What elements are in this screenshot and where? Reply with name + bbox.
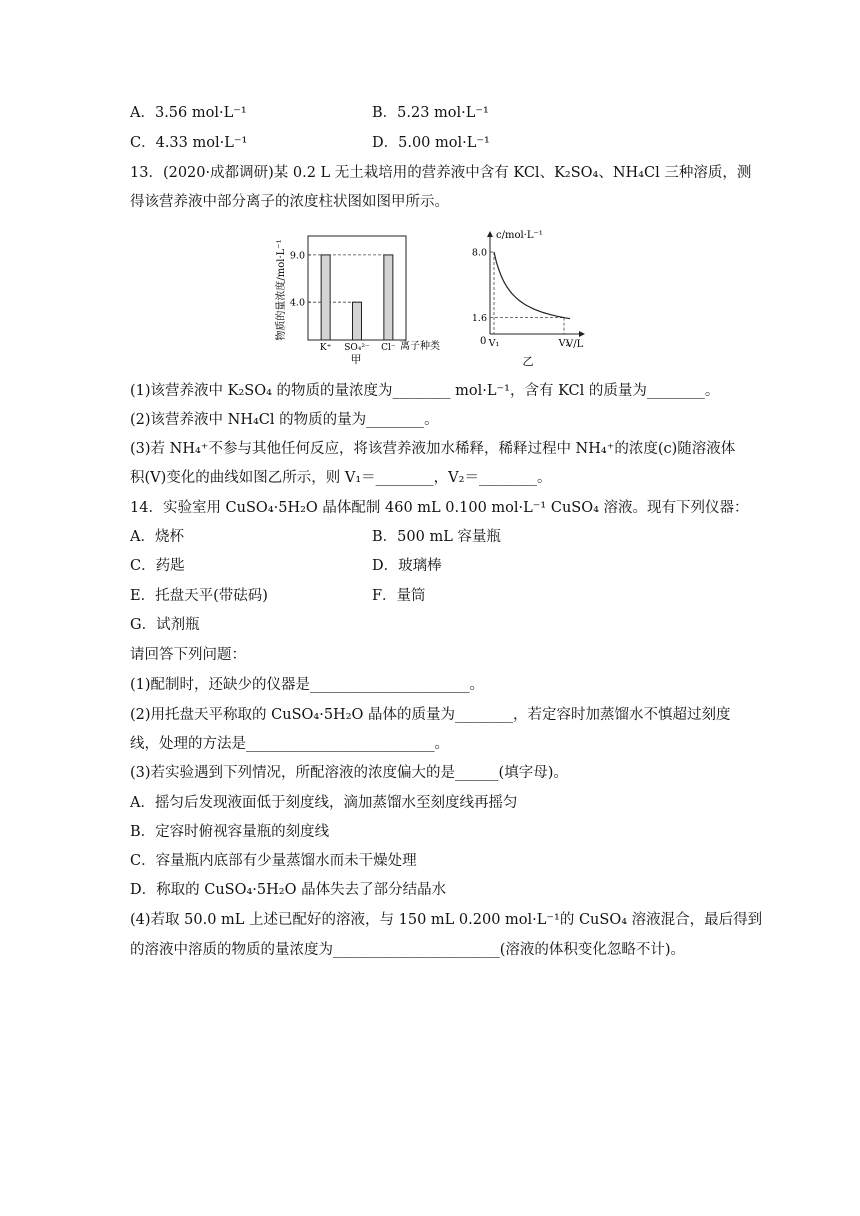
yi-curve (494, 252, 570, 319)
q14-instrument-e: E．托盘天平(带砝码) (130, 588, 268, 604)
jia-category-label: K⁺ (319, 343, 332, 353)
q14-sub2-line2: 线，处理的方法是__________________________。 (130, 736, 449, 752)
q13-sub3-line2: 积(V)变化的曲线如图乙所示，则 V₁＝________，V₂＝________。 (130, 470, 552, 486)
q14-instrument-c: C．药匙 (130, 558, 185, 574)
jia-ytick-label: 9.0 (289, 250, 305, 262)
q14-instrument-b: B．500 mL 容量瓶 (372, 529, 501, 545)
jia-category-label: SO₄²⁻ (344, 343, 370, 353)
yi-caption: 乙 (522, 355, 534, 368)
q12-option-c: C．4.33 mol·L⁻¹ (130, 135, 248, 151)
jia-ytick-label: 4.0 (289, 297, 305, 309)
q13-sub1: (1)该营养液中 K₂SO₄ 的物质的量浓度为________ mol·L⁻¹，含有 KCl 的质量为________。 (130, 383, 720, 399)
jia-ylabel-text: 物质的量浓度/mol·L⁻¹ (276, 239, 287, 341)
figure-yi-line-chart (452, 226, 592, 370)
jia-caption: 甲 (350, 353, 362, 366)
q14-sub3: (3)若实验遇到下列情况，所配溶液的浓度偏大的是______(填字母)。 (130, 765, 568, 781)
yi-origin: 0 (480, 336, 487, 347)
q14-sub2-line1: (2)用托盘天平称取的 CuSO₄·5H₂O 晶体的质量为________，若定容时加蒸馏水不慎超过刻度 (130, 707, 731, 723)
q12-option-d: D．5.00 mol·L⁻¹ (372, 135, 490, 151)
yi-xtick-label: V₂ (558, 338, 570, 349)
q14-sub3-option-c: C．容量瓶内底部有少量蒸馏水而未干燥处理 (130, 853, 417, 869)
q14-stem: 14．实验室用 CuSO₄·5H₂O 晶体配制 460 mL 0.100 mol·L⁻¹ CuSO₄ 溶液。现有下列仪器： (130, 500, 749, 516)
q14-instrument-f: F．量筒 (372, 588, 426, 604)
yi-ytick-label: 1.6 (471, 313, 487, 325)
yi-ylabel: c/mol·L⁻¹ (496, 230, 543, 241)
q14-sub4-line2: 的溶液中溶质的物质的量浓度为_______________________(溶液的体积变化忽略不计)。 (130, 942, 686, 958)
q14-prompt: 请回答下列问题： (130, 647, 246, 663)
q14-instrument-d: D．玻璃棒 (372, 558, 442, 574)
yi-ytick-label: 8.0 (471, 247, 487, 259)
jia-bar (353, 302, 362, 340)
yi-xlabel: V/L (566, 339, 584, 350)
jia-bar (321, 255, 330, 340)
q12-option-a: A．3.56 mol·L⁻¹ (130, 105, 247, 121)
yi-xtick-label: V₁ (488, 338, 500, 349)
q12-option-b: B．5.23 mol·L⁻¹ (372, 105, 489, 121)
q14-sub3-option-b: B．定容时俯视容量瓶的刻度线 (130, 824, 330, 840)
jia-category-label: Cl⁻ (381, 343, 396, 353)
q14-sub3-option-a: A．摇匀后发现液面低于刻度线，滴加蒸馏水至刻度线再摇匀 (130, 795, 518, 811)
q14-instrument-a: A．烧杯 (130, 529, 184, 545)
jia-ylabel (274, 239, 287, 340)
q13-stem-line1: 13．(2020·成都调研)某 0.2 L 无土栽培用的营养液中含有 KCl、K₂SO₄、NH₄Cl 三种溶质，测 (130, 165, 752, 181)
jia-bar (384, 255, 393, 340)
jia-xlabel: 离子种类 (400, 341, 440, 352)
q14-instrument-g: G．试剂瓶 (130, 617, 200, 633)
figure-jia-bar-chart (270, 228, 440, 370)
q14-sub4-line1: (4)若取 50.0 mL 上述已配好的溶液，与 150 mL 0.200 mol·L⁻¹的 CuSO₄ 溶液混合，最后得到 (130, 912, 763, 928)
q14-sub3-option-d: D．称取的 CuSO₄·5H₂O 晶体失去了部分结晶水 (130, 882, 447, 898)
q13-stem-line2: 得该营养液中部分离子的浓度柱状图如图甲所示。 (130, 194, 449, 210)
q13-sub2: (2)该营养液中 NH₄Cl 的物质的量为________。 (130, 412, 439, 428)
q14-sub1: (1)配制时，还缺少的仪器是______________________。 (130, 677, 485, 693)
q13-sub3-line1: (3)若 NH₄⁺不参与其他任何反应，将该营养液加水稀释，稀释过程中 NH₄⁺的浓度(c)随溶液体 (130, 441, 736, 457)
